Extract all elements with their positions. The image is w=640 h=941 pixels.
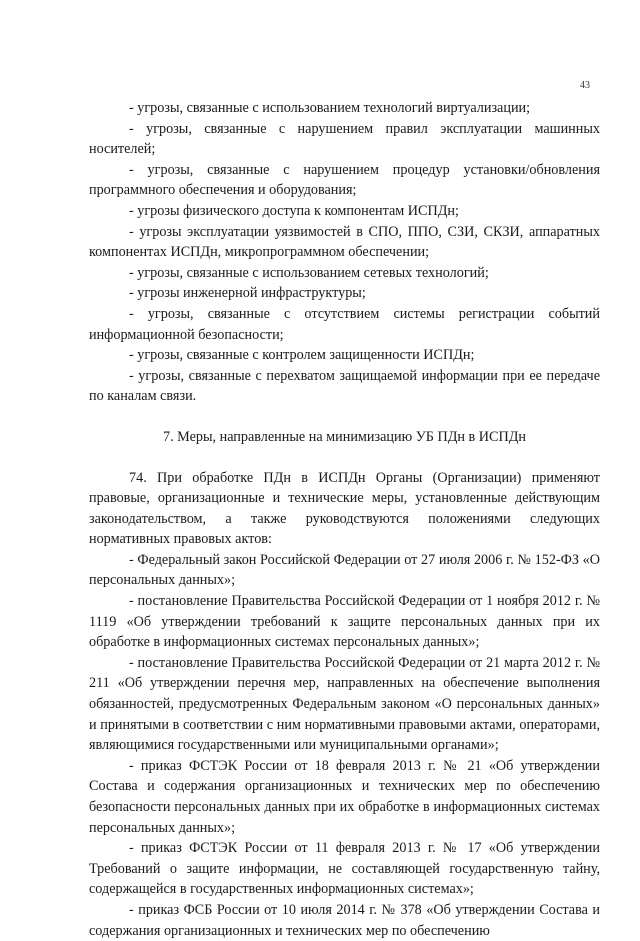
page-number: 43	[580, 80, 590, 91]
threat-item: - угрозы, связанные с нарушением процедур установки/обновления программного обеспечения и оборудования;	[89, 161, 600, 199]
threat-item: - угрозы инженерной инфраструктуры;	[129, 285, 366, 302]
threat-item: - угрозы, связанные с отсутствием системы регистрации событий информационной безопасности;	[89, 305, 600, 343]
legal-act-item: - приказ ФСТЭК России от 18 февраля 2013 г. № 21 «Об утверждении Состава и содержания организационных и технических мер по обеспечению безопасности персональных данных при их обработке в информационных системах персональных данных»;	[89, 757, 600, 836]
threat-item: - угрозы, связанные с нарушением правил эксплуатации машинных носителей;	[89, 120, 600, 158]
legal-act-item: - постановление Правительства Российской Федерации от 1 ноября 2012 г. № 1119 «Об утверждении требований к защите персональных данных при их обработке в информационных системах персональных данных»;	[89, 593, 600, 651]
threat-item: - угрозы, связанные с контролем защищенности ИСПДн;	[129, 347, 475, 364]
legal-act-item: - приказ ФСТЭК России от 11 февраля 2013 г. № 17 «Об утверждении Требований о защите информации, не составляющей государственную тайну, содержащейся в государственных информационных системах»;	[89, 840, 600, 898]
threat-item: - угрозы, связанные с перехватом защищаемой информации при ее передаче по каналам связи.	[89, 367, 600, 405]
threat-item: - угрозы физического доступа к компонентам ИСПДн;	[129, 202, 459, 219]
legal-act-item: - приказ ФСБ России от 10 июля 2014 г. № 378 «Об утверждении Состава и содержания организационных и технических мер по обеспечению	[89, 901, 600, 939]
legal-act-item: - постановление Правительства Российской Федерации от 21 марта 2012 г. № 211 «Об утверждении перечня мер, направленных на обеспечение выполнения обязанностей, предусмотренных Федеральным законом «О персональных данных» и принятыми в соответствии с ним нормативными правовыми актами, операторами, являющимися государственными или муниципальными органами»;	[89, 654, 600, 754]
section-heading: 7. Меры, направленные на минимизацию УБ ПДн в ИСПДн	[162, 428, 527, 445]
intro-paragraph: 74. При обработке ПДн в ИСПДн Органы (Организации) применяют правовые, организационные и технические меры, установленные действующим законодательством, а также руководствуются положениями следующих нормативных правовых актов:	[89, 469, 600, 548]
threat-item: - угрозы, связанные с использованием сетевых технологий;	[129, 264, 489, 281]
threat-item: - угрозы, связанные с использованием технологий виртуализации;	[129, 100, 531, 116]
threat-item: - угрозы эксплуатации уязвимостей в СПО, ППО, СЗИ, СКЗИ, аппаратных компонентах ИСПДн, микропрограммном обеспечении;	[89, 223, 600, 261]
document-body	[89, 98, 600, 941]
legal-act-item: - Федеральный закон Российской Федерации от 27 июля 2006 г. № 152-ФЗ «О персональных данных»;	[89, 551, 600, 589]
